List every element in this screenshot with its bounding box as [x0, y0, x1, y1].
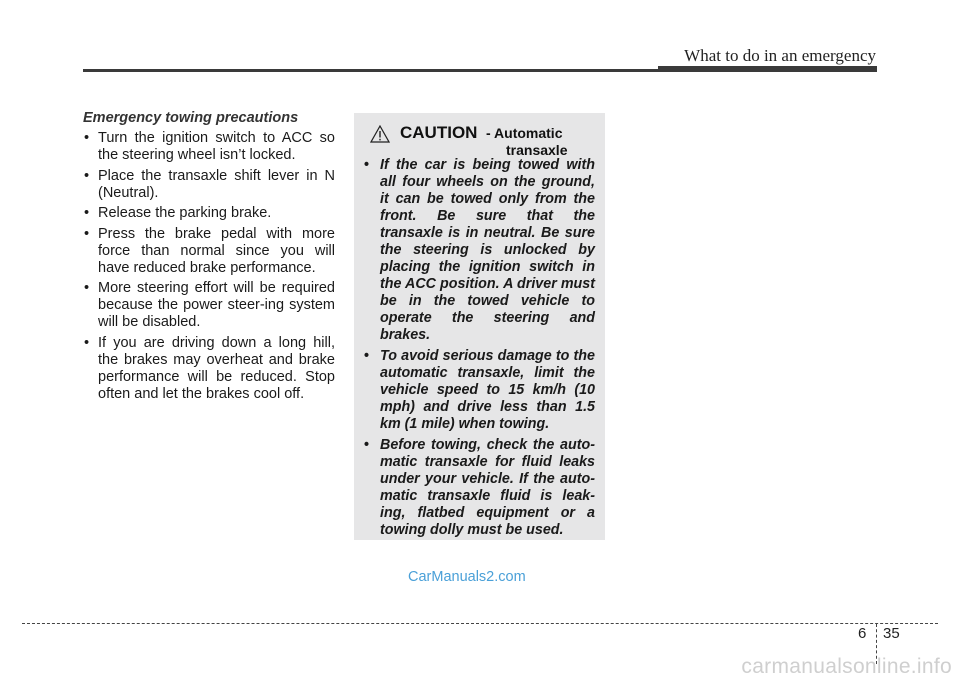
chapter-number: 6 [858, 625, 867, 642]
caution-box [354, 113, 605, 540]
caution-title: CAUTION [400, 123, 478, 142]
watermark-top[interactable]: CarManuals2.com [408, 569, 526, 585]
watermark-bottom: carmanualsonline.info [741, 655, 952, 678]
list-item: • If you are driving down a long hill, the brakes may overheat and brake performance will be reduced. Stop often and let the brakes cool off. [83, 335, 335, 403]
page-number: 35 [883, 625, 900, 642]
precautions-list [83, 130, 335, 403]
warning-triangle-icon [370, 125, 390, 148]
section-heading: Emergency towing precautions [83, 110, 299, 126]
caution-item: • To avoid serious damage to the automatic transaxle, limit the vehicle speed to 15 km/h (10 mph) and drive less than 1.5 km (1 mile) when towing. [364, 348, 595, 433]
caution-subtitle: - Automatic [486, 125, 563, 141]
caution-item: • If the car is being towed with all four wheels on the ground, it can be towed only from the front. Be sure that the transaxle is in neutral. Be sure the steering is unlocked by placing the ignition switch in the ACC position. A driver must be in the towed vehicle to operate the steering and brakes. [364, 157, 595, 344]
list-item: • Release the parking brake. [83, 205, 335, 222]
list-item: • More steering effort will be required because the power steer-ing system will be disabled. [83, 280, 335, 331]
caution-list [364, 157, 595, 539]
caution-header [364, 121, 595, 157]
caution-subtitle-2: transaxle [506, 142, 568, 158]
footer-rule [22, 623, 938, 624]
left-column [83, 110, 335, 406]
section-title: What to do in an emergency [684, 46, 876, 65]
list-item: • Turn the ignition switch to ACC so the steering wheel isn’t locked. [83, 130, 335, 164]
list-item: • Press the brake pedal with more force than normal since you will have reduced brake performance. [83, 226, 335, 277]
list-item: • Place the transaxle shift lever in N (Neutral). [83, 168, 335, 202]
header-tab [658, 66, 877, 71]
caution-item: • Before towing, check the auto-matic transaxle for fluid leaks under your vehicle. If the auto-matic transaxle fluid is leak-ing, flatbed equipment or a towing dolly must be used. [364, 437, 595, 539]
